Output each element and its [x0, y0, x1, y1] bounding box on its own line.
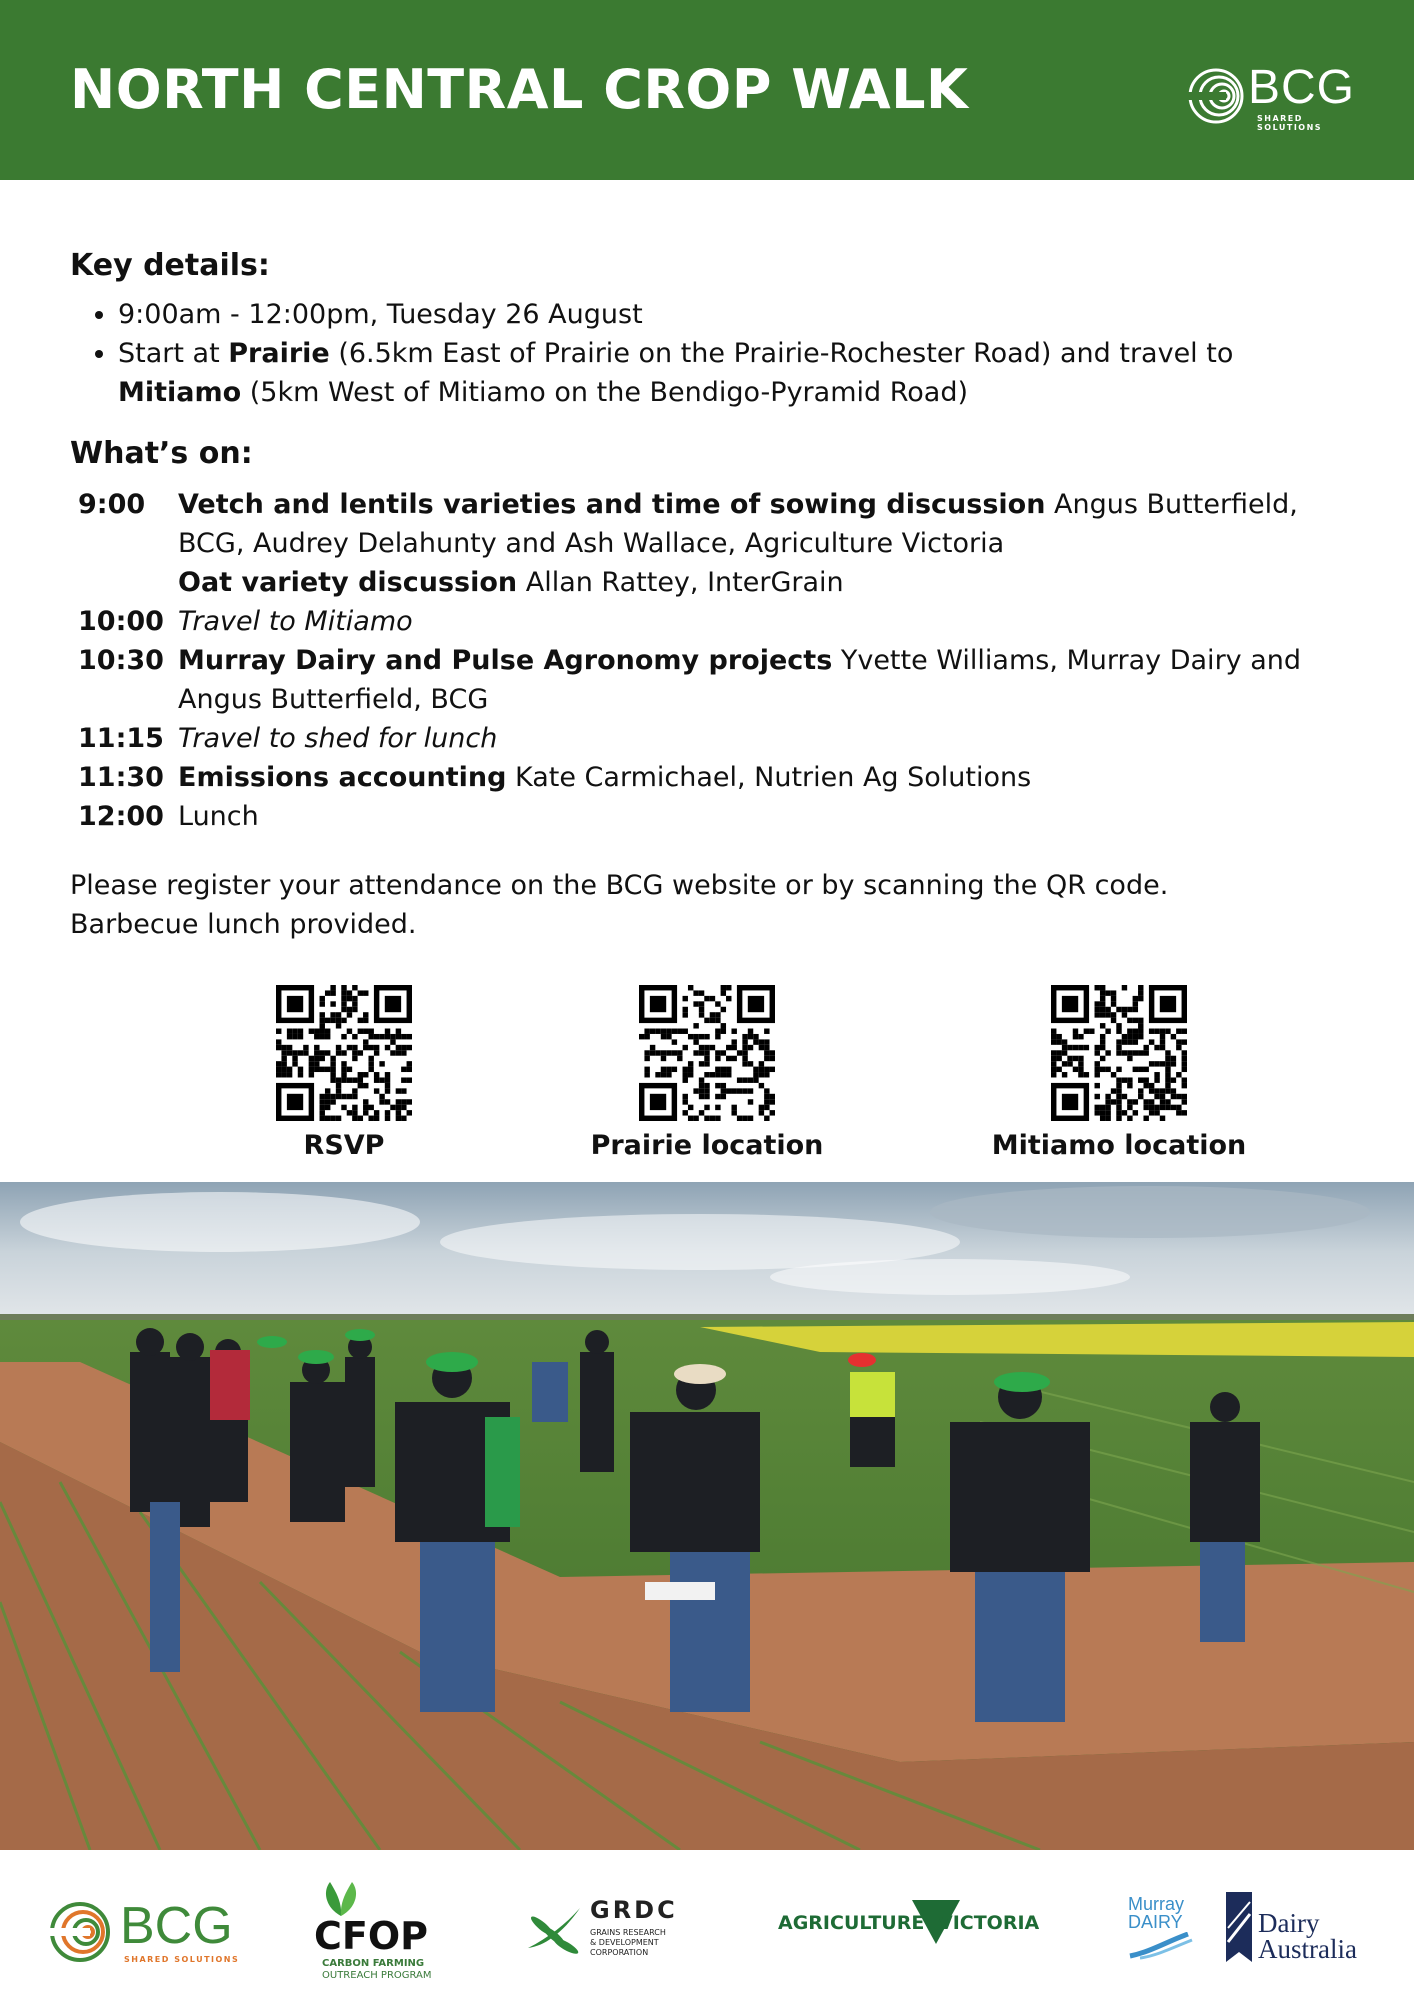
end-place: Mitiamo: [118, 377, 242, 408]
end-detail: (5km West of Mitiamo on the Bendigo-Pyramid Road): [241, 377, 969, 408]
grdc-name: GRDC: [590, 1896, 678, 1924]
schedule-row: [70, 641, 1350, 719]
bcg-footer-tagline: SHARED SOLUTIONS: [124, 1955, 240, 1964]
dairy-australia-mark-icon: [1226, 1892, 1252, 1962]
page-title: NORTH CENTRAL CROP WALK: [70, 58, 969, 121]
qr-label: Prairie location: [590, 1130, 824, 1161]
session-detail: Kate Carmichael, Nutrien Ag Solutions: [506, 762, 1032, 793]
brand-name: BCG: [1248, 61, 1356, 114]
schedule-time: 10:30: [78, 645, 164, 676]
key-details-heading: Key details:: [70, 248, 270, 283]
murray-dairy-logo: [1126, 1894, 1206, 1964]
session-detail: Yvette Williams, Murray Dairy and Angus Butterfield, BCG: [178, 645, 1302, 715]
sponsor-logos: [0, 1850, 1414, 2000]
bcg-swirl-icon: [48, 1900, 112, 1964]
start-detail: (6.5km East of Prairie on the Prairie-Rochester Road) and travel to: [329, 338, 1234, 369]
schedule: [70, 485, 1350, 836]
key-details-list: [70, 295, 1350, 412]
wave-icon: [1126, 1932, 1196, 1960]
session-detail: Lunch: [178, 801, 259, 832]
session-detail: Travel to shed for lunch: [178, 723, 498, 754]
qr-code-icon[interactable]: [1051, 985, 1187, 1121]
schedule-row: [70, 758, 1350, 797]
wheat-icon: [522, 1894, 588, 1960]
schedule-desc: [178, 719, 1350, 758]
dairy-aus-line1: Dairy: [1258, 1908, 1320, 1938]
qr-label: Mitiamo location: [991, 1130, 1247, 1161]
route-prefix: Start at: [118, 338, 229, 369]
cfop-logo: [308, 1878, 438, 1981]
event-route-item: [118, 334, 1350, 412]
cfop-line1: CARBON FARMING: [322, 1958, 425, 1969]
agvic-name-b: VICTORIA: [938, 1912, 1040, 1934]
schedule-time: 11:15: [78, 723, 164, 754]
grdc-line2: & DEVELOPMENT: [590, 1938, 659, 1947]
bcg-swirl-icon: [1186, 66, 1246, 126]
field-scene-image: [0, 1182, 1414, 1850]
lunch-line: Barbecue lunch provided.: [70, 909, 417, 940]
schedule-row: [70, 485, 1350, 563]
schedule-time: 9:00: [78, 489, 146, 520]
schedule-time: 12:00: [78, 801, 164, 832]
main-content: [70, 248, 1350, 944]
session-detail: Allan Rattey, InterGrain: [517, 567, 844, 598]
bcg-footer-name: BCG: [120, 1897, 233, 1955]
session-title: Emissions accounting: [178, 762, 507, 793]
agriculture-victoria-logo: [778, 1912, 1040, 1962]
schedule-time: 10:00: [78, 606, 164, 637]
murray-line1: Murray: [1128, 1894, 1185, 1914]
schedule-desc: [178, 641, 1350, 719]
session-title: Murray Dairy and Pulse Agronomy projects: [178, 645, 833, 676]
brand-tagline: SHARED SOLUTIONS: [1257, 114, 1323, 132]
cfop-name: CFOP: [314, 1914, 428, 1958]
event-time-item: [118, 295, 1350, 334]
bcg-footer-logo: [48, 1897, 248, 1970]
schedule-row: [70, 602, 1350, 641]
dairy-australia-logo: [1226, 1892, 1376, 1968]
schedule-desc: [178, 563, 1350, 602]
register-note: [70, 866, 1350, 944]
schedule-row: [70, 719, 1350, 758]
session-detail: Angus Butterfield, BCG, Audrey Delahunty and Ash Wallace, Agriculture Victoria: [178, 489, 1298, 559]
schedule-desc: [178, 758, 1350, 797]
qr-code-icon[interactable]: [276, 985, 412, 1121]
schedule-time: [70, 563, 178, 602]
session-title: Oat variety discussion: [178, 567, 518, 598]
event-time: 9:00am - 12:00pm, Tuesday 26 August: [118, 299, 643, 330]
qr-label: RSVP: [303, 1130, 385, 1161]
crop-walk-photo: [0, 1182, 1414, 1850]
agvic-name-a: AGRICULTURE: [778, 1912, 925, 1934]
schedule-row: [70, 797, 1350, 836]
session-detail: Travel to Mitiamo: [178, 606, 413, 637]
qr-codes: [0, 985, 1414, 1165]
dairy-aus-line2: Australia: [1258, 1934, 1357, 1964]
murray-line2: DAIRY: [1128, 1912, 1183, 1932]
grdc-line3: CORPORATION: [590, 1948, 649, 1957]
schedule-desc: [178, 602, 1350, 641]
schedule-time: 11:30: [78, 762, 164, 793]
grdc-logo: [522, 1894, 687, 1964]
schedule-desc: [178, 485, 1350, 563]
header-banner: [0, 0, 1414, 180]
session-title: Vetch and lentils varieties and time of sowing discussion: [178, 489, 1046, 520]
whats-on-heading: What’s on:: [70, 436, 253, 471]
leaf-icon: [316, 1878, 366, 1918]
start-place: Prairie: [228, 338, 330, 369]
schedule-row: [70, 563, 1350, 602]
qr-code-icon[interactable]: [639, 985, 775, 1121]
bcg-logo: [1186, 61, 1366, 132]
schedule-desc: [178, 797, 1350, 836]
register-line: Please register your attendance on the BCG website or by scanning the QR code.: [70, 870, 1169, 901]
grdc-line1: GRAINS RESEARCH: [590, 1928, 666, 1937]
cfop-line2: OUTREACH PROGRAM: [322, 1970, 432, 1981]
